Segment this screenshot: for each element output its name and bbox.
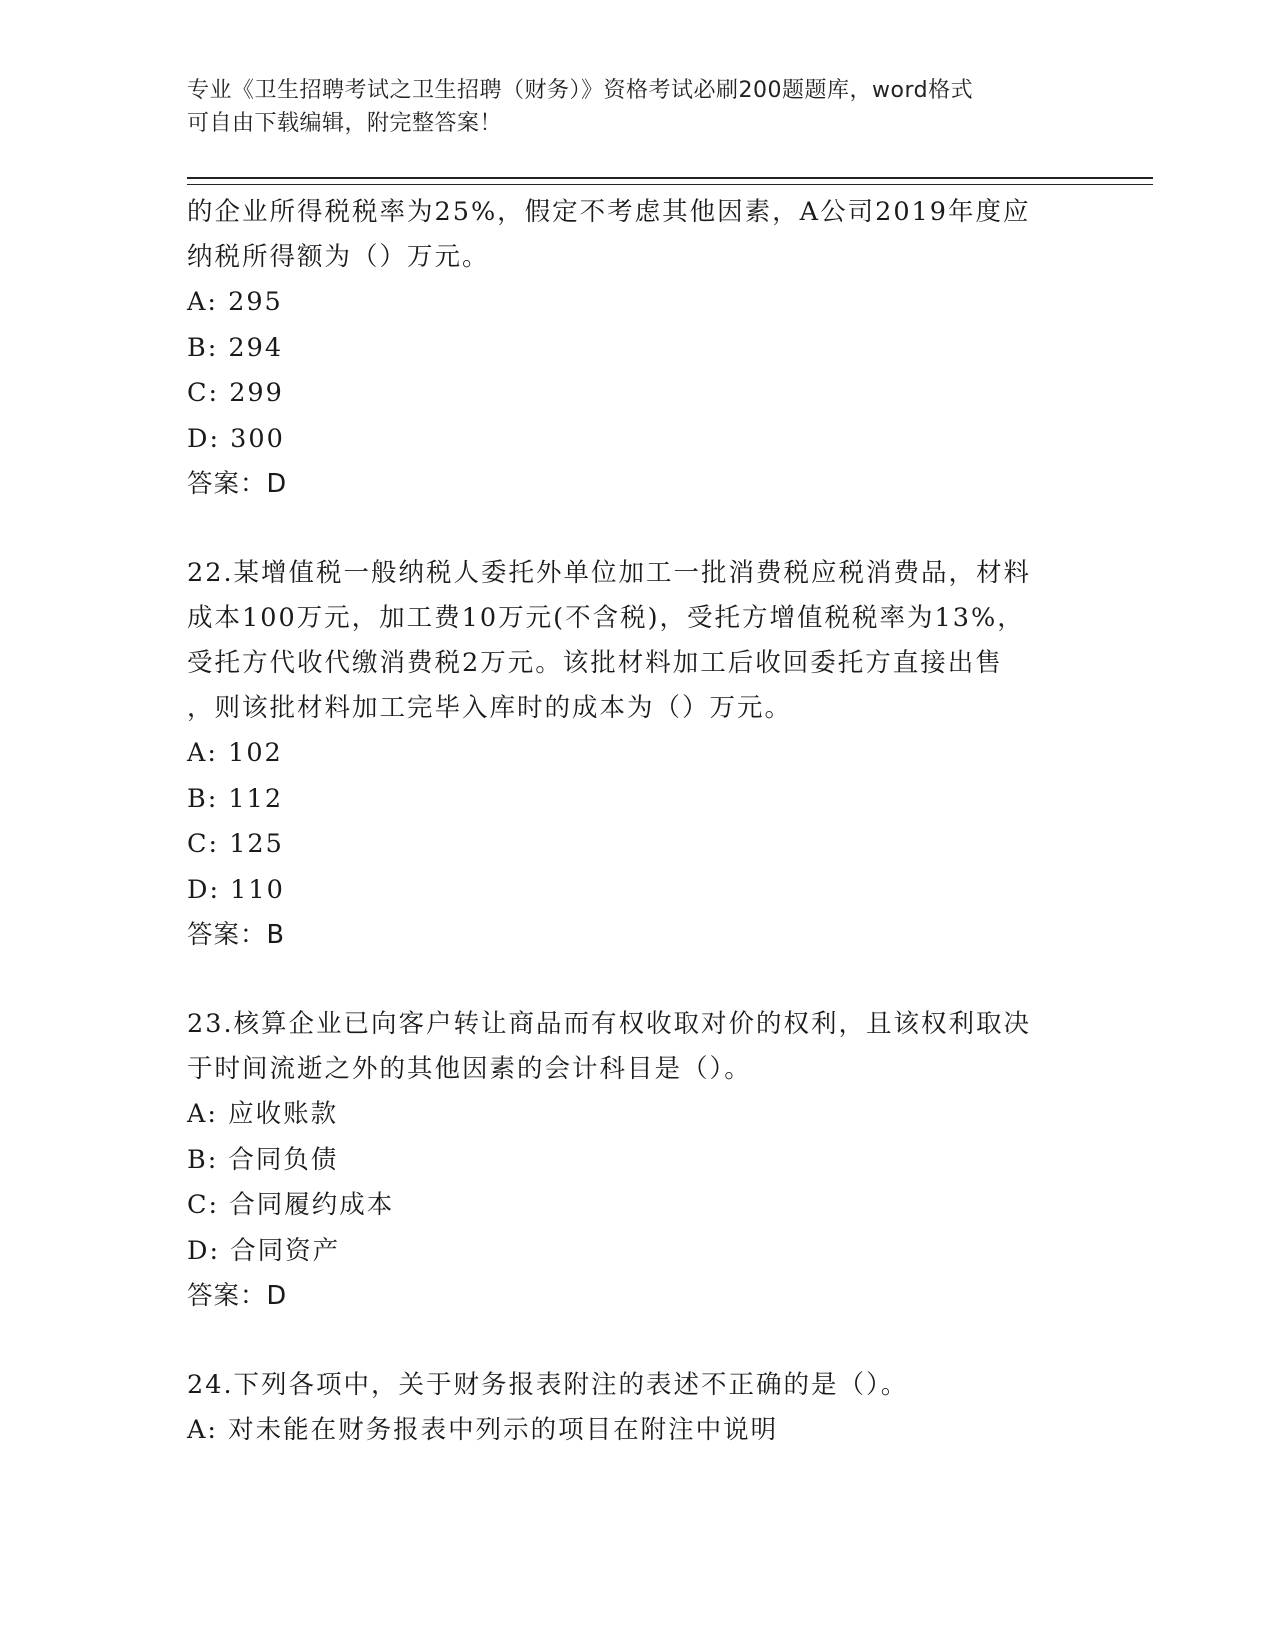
option-c: C: 合同履约成本 xyxy=(187,1190,395,1220)
header-line-1: 专业《卫生招聘考试之卫生招聘（财务）》资格考试必刷200题题库，word格式 xyxy=(187,78,974,103)
option-a: A: 102 xyxy=(187,738,283,768)
question-text-line: 22.某增值税一般纳税人委托外单位加工一批消费税应税消费品，材料 xyxy=(187,558,1032,588)
question-text-line: ，则该批材料加工完毕入库时的成本为（）万元。 xyxy=(187,693,793,723)
option-c: C: 125 xyxy=(187,829,284,859)
option-b: B: 112 xyxy=(187,783,284,814)
header-divider-thin xyxy=(187,184,1153,185)
question-list xyxy=(187,190,1087,1454)
question-text-line: 成本100万元，加工费10万元(不含税)，受托方增值税税率为13%， xyxy=(187,603,1025,633)
answer-label: 答案：D xyxy=(187,1281,288,1311)
option-d: D: 300 xyxy=(187,423,285,454)
question-block-21 xyxy=(187,190,1087,507)
answer-label: 答案：B xyxy=(187,920,285,950)
option-b: B: 合同负债 xyxy=(187,1144,339,1175)
header-line-2: 可自由下载编辑，附完整答案！ xyxy=(187,111,503,136)
option-c: C: 299 xyxy=(187,378,284,408)
option-b: B: 294 xyxy=(187,332,284,363)
option-a: A: 对未能在财务报表中列示的项目在附注中说明 xyxy=(187,1415,779,1445)
question-text-line: 的企业所得税税率为25%，假定不考虑其他因素，A公司2019年度应 xyxy=(187,197,1031,227)
question-block-23 xyxy=(187,1002,1087,1319)
question-text-line: 23.核算企业已向客户转让商品而有权收取对价的权利，且该权利取决 xyxy=(187,1009,1032,1039)
option-a: A: 应收账款 xyxy=(187,1099,339,1129)
question-text-line: 受托方代收代缴消费税2万元。该批材料加工后收回委托方直接出售 xyxy=(187,648,1003,678)
document-header xyxy=(187,74,1067,140)
question-block-24 xyxy=(187,1363,1087,1454)
option-d: D: 合同资产 xyxy=(187,1235,341,1266)
option-a: A: 295 xyxy=(187,287,283,317)
answer-label: 答案：D xyxy=(187,469,288,499)
question-block-22 xyxy=(187,551,1087,958)
question-text-line: 24.下列各项中，关于财务报表附注的表述不正确的是（）。 xyxy=(187,1370,909,1400)
option-d: D: 110 xyxy=(187,874,285,905)
question-text-line: 纳税所得额为（）万元。 xyxy=(187,242,490,272)
question-text-line: 于时间流逝之外的其他因素的会计科目是（）。 xyxy=(187,1054,752,1084)
header-divider-thick xyxy=(187,177,1153,179)
